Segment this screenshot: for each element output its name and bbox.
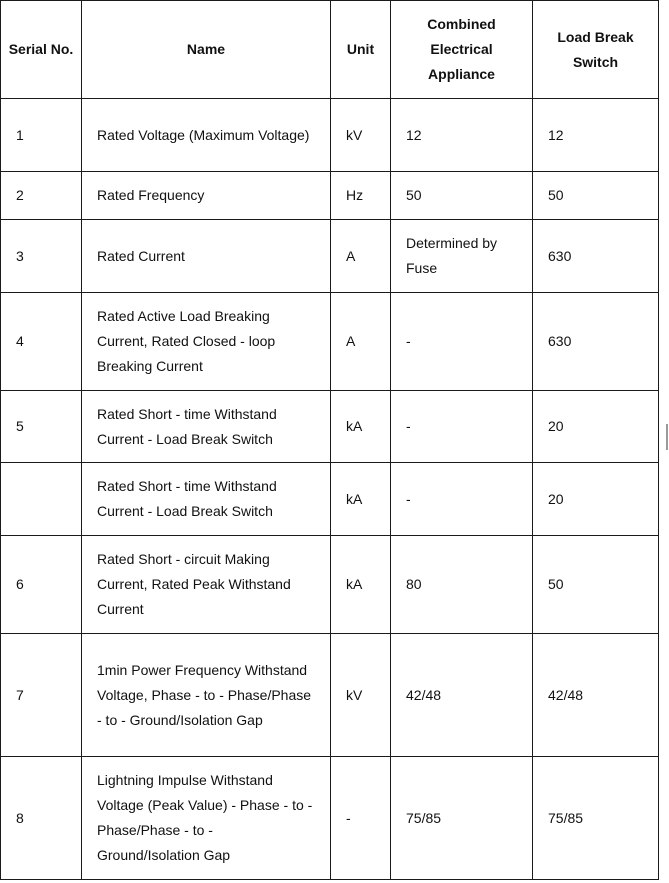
cell-combined: Determined by Fuse — [391, 220, 533, 293]
cell-load-break-switch: 630 — [533, 293, 659, 391]
cell-combined: 80 — [391, 536, 533, 634]
table-row — [1, 536, 659, 634]
cell-combined: 50 — [391, 172, 533, 220]
cell-name: Rated Short - time Withstand Current - Load Break Switch — [82, 463, 331, 536]
cell-name: Rated Short - time Withstand Current - Load Break Switch — [82, 391, 331, 463]
cell-name: 1min Power Frequency Withstand Voltage, Phase - to - Phase/Phase - to - Ground/Isolation Gap — [82, 634, 331, 757]
table-row — [1, 99, 659, 172]
header-serial-no: Serial No. — [1, 1, 82, 99]
cell-load-break-switch: 42/48 — [533, 634, 659, 757]
cell-load-break-switch: 50 — [533, 172, 659, 220]
cell-unit: kA — [331, 463, 391, 536]
cell-combined: - — [391, 293, 533, 391]
cell-serial: 1 — [1, 99, 82, 172]
cell-serial: 6 — [1, 536, 82, 634]
table-row — [1, 391, 659, 463]
cell-serial: 8 — [1, 757, 82, 880]
cell-unit: kA — [331, 536, 391, 634]
cell-serial: 5 — [1, 391, 82, 463]
cell-unit: kV — [331, 634, 391, 757]
header-load-break-switch: Load Break Switch — [533, 1, 659, 99]
cell-combined: - — [391, 463, 533, 536]
table-row — [1, 463, 659, 536]
cell-name: Rated Active Load Breaking Current, Rated Closed - loop Breaking Current — [82, 293, 331, 391]
cell-serial: 7 — [1, 634, 82, 757]
table-row — [1, 757, 659, 880]
table-row — [1, 293, 659, 391]
cell-combined: - — [391, 391, 533, 463]
cell-name: Lightning Impulse Withstand Voltage (Peak Value) - Phase - to - Phase/Phase - to - Ground/Isolation Gap — [82, 757, 331, 880]
cell-load-break-switch: 75/85 — [533, 757, 659, 880]
cell-unit: A — [331, 220, 391, 293]
cell-load-break-switch: 50 — [533, 536, 659, 634]
cell-load-break-switch: 20 — [533, 463, 659, 536]
cell-unit: kA — [331, 391, 391, 463]
cell-unit: A — [331, 293, 391, 391]
cell-name: Rated Voltage (Maximum Voltage) — [82, 99, 331, 172]
header-name: Name — [82, 1, 331, 99]
cell-serial — [1, 463, 82, 536]
cell-load-break-switch: 630 — [533, 220, 659, 293]
cell-unit: Hz — [331, 172, 391, 220]
cell-load-break-switch: 12 — [533, 99, 659, 172]
cell-name: Rated Current — [82, 220, 331, 293]
scroll-edge-mark — [666, 424, 668, 450]
cell-combined: 12 — [391, 99, 533, 172]
cell-load-break-switch: 20 — [533, 391, 659, 463]
cell-unit: - — [331, 757, 391, 880]
cell-serial: 3 — [1, 220, 82, 293]
table-row — [1, 634, 659, 757]
cell-serial: 2 — [1, 172, 82, 220]
table-row — [1, 220, 659, 293]
cell-combined: 42/48 — [391, 634, 533, 757]
header-combined-electrical-appliance: Combined Electrical Appliance — [391, 1, 533, 99]
table-row — [1, 172, 659, 220]
cell-name: Rated Short - circuit Making Current, Rated Peak Withstand Current — [82, 536, 331, 634]
cell-combined: 75/85 — [391, 757, 533, 880]
header-unit: Unit — [331, 1, 391, 99]
table-header-row — [1, 1, 659, 99]
cell-name: Rated Frequency — [82, 172, 331, 220]
cell-serial: 4 — [1, 293, 82, 391]
cell-unit: kV — [331, 99, 391, 172]
